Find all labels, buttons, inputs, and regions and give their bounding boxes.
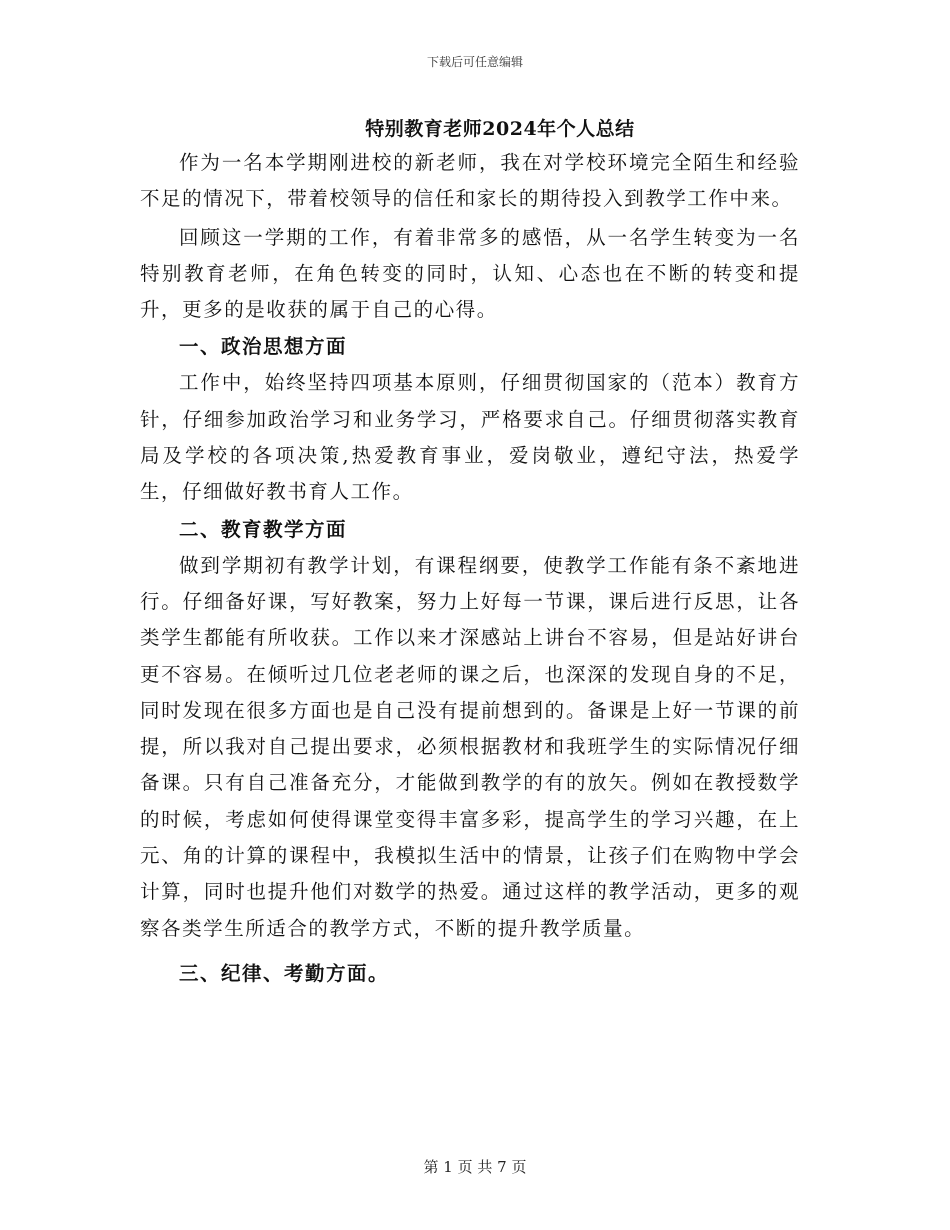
paragraph-teaching: 做到学期初有教学计划，有课程纲要，使教学工作能有条不紊地进行。仔细备好课，写好教案，努力上好每一节课，课后进行反思，让各类学生都能有所收获。工作以来才深感站上讲台不容易，但是站好讲台更不容易。在倾听过几位老老师的课之后，也深深的发现自身的不足，同时发现在很多方面也是自己没有提前想到的。备课是上好一节课的前提，所以我对自己提出要求，必须根据教材和我班学生的实际情况仔细备课。只有自己准备充分，才能做到教学的有的放矢。例如在教授数学的时候，考虑如何使得课堂变得丰富多彩，提高学生的学习兴趣，在上元、角的计算的课程中，我模拟生活中的情景，让孩子们在购物中学会计算，同时也提升他们对数学的热爱。通过这样的教学活动，更多的观察各类学生所适合的教学方式，不断的提升教学质量。 (140, 553, 800, 940)
header-note: 下载后可任意编辑 (426, 55, 523, 69)
paragraph-intro: 作为一名本学期刚进校的新老师，我在对学校环境完全陌生和经验不足的情况下，带着校领导的信任和家长的期待投入到教学工作中来。 (140, 151, 800, 211)
page-number: 第 1 页 共 7 页 (423, 1158, 527, 1176)
document-title: 特别教育老师2024年个人总结 (365, 118, 635, 140)
section-heading-teaching: 二、教育教学方面 (179, 517, 348, 541)
section-heading-politics: 一、政治思想方面 (179, 335, 348, 359)
paragraph-review: 回顾这一学期的工作，有着非常多的感悟，从一名学生转变为一名特别教育老师，在角色转变的同时，认知、心态也在不断的转变和提升，更多的是收获的属于自己的心得。 (140, 225, 800, 322)
section-heading-discipline: 三、纪律、考勤方面。 (179, 961, 390, 985)
paragraph-politics: 工作中，始终坚持四项基本原则，仔细贯彻国家的（范本）教育方针，仔细参加政治学习和业务学习，严格要求自己。仔细贯彻落实教育局及学校的各项决策,热爱教育事业，爱岗敬业，遵纪守法，热爱学生，仔细做好教书育人工作。 (140, 371, 800, 504)
document-body (140, 145, 800, 992)
